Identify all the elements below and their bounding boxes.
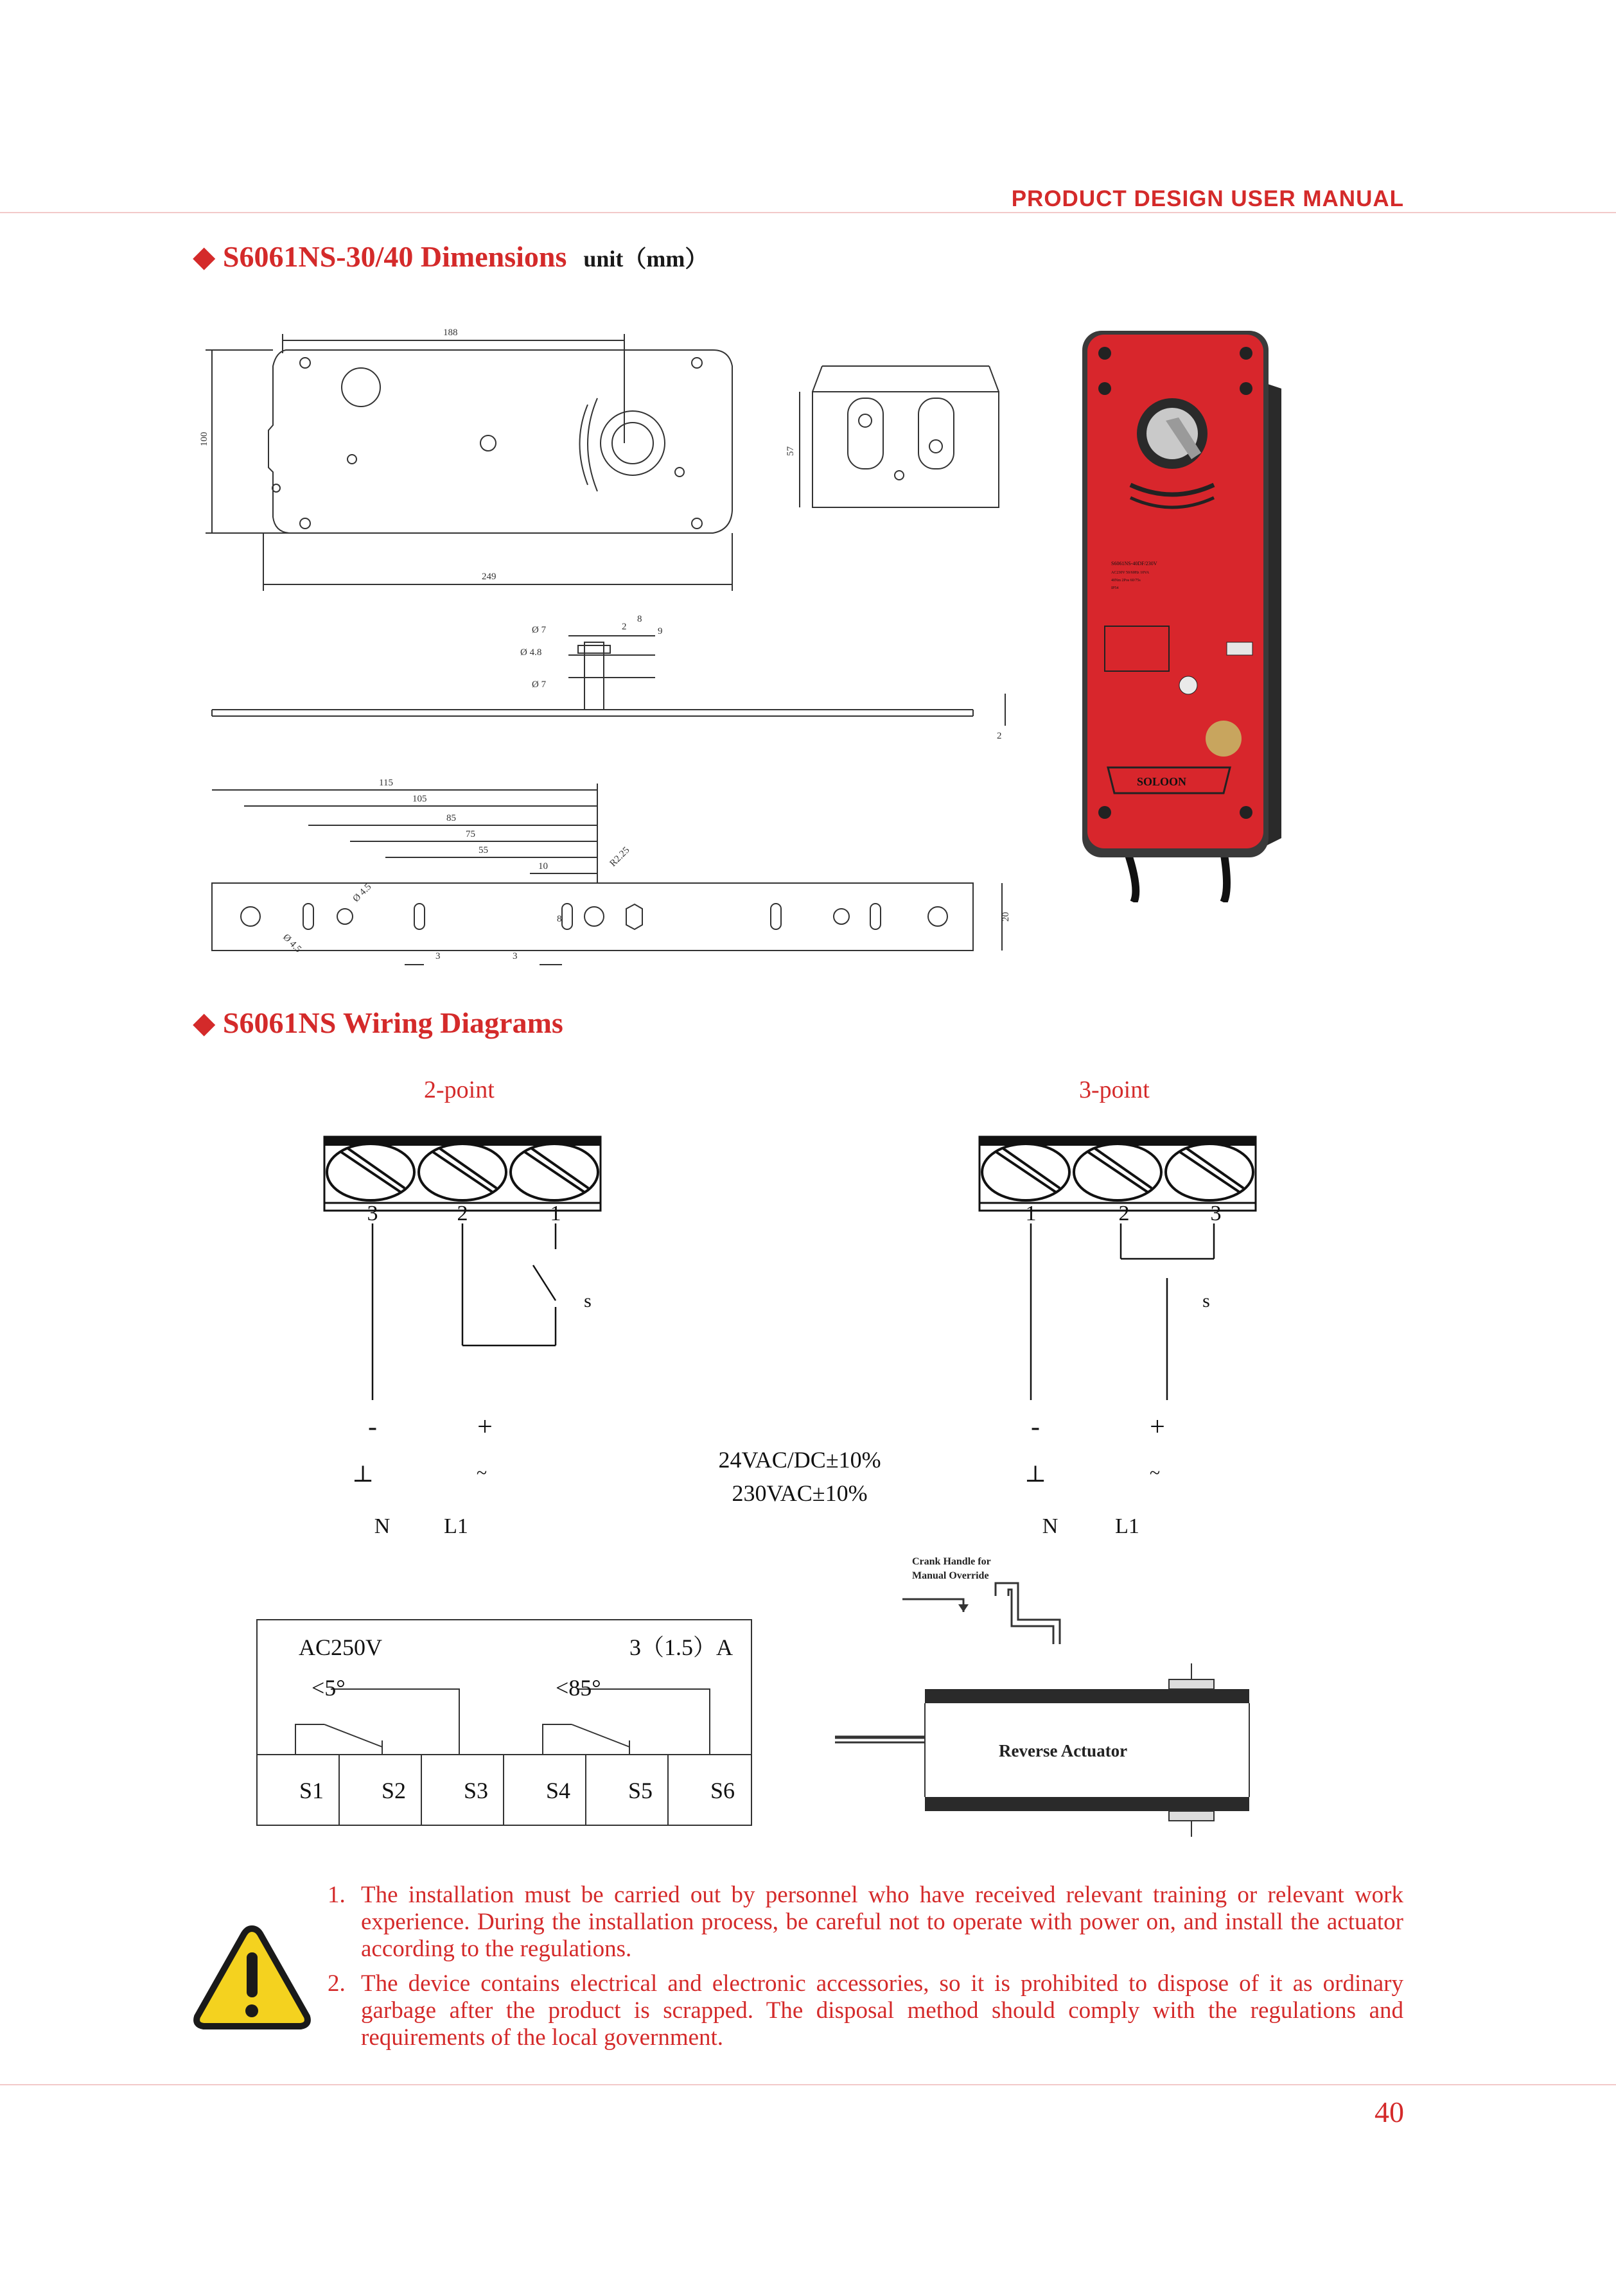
- aux-terminal-s6: S6: [710, 1778, 735, 1803]
- note-2-number: 2.: [328, 1970, 346, 1997]
- aux-angle-85: <85°: [556, 1675, 601, 1701]
- page-number: 40: [1374, 2096, 1404, 2128]
- dim-115: 115: [379, 778, 393, 788]
- dim-55: 55: [479, 845, 488, 855]
- dim-phi48: Ø 4.8: [520, 647, 542, 658]
- crank-label-line2: Manual Override: [912, 1570, 989, 1581]
- three-point-ground: ⊥: [1024, 1461, 1046, 1487]
- side-view-outline: [812, 392, 999, 507]
- svg-text:IP54: IP54: [1111, 586, 1119, 590]
- actuator-top-bar: [925, 1689, 1249, 1703]
- indicator-window: [1206, 721, 1242, 757]
- dimensions-unit: unit（mm）: [583, 246, 708, 272]
- three-point-terminal-2: 2: [1118, 1202, 1130, 1225]
- base-plate-outline: [268, 350, 732, 533]
- dim-v2: 2: [622, 622, 627, 632]
- actuator-bottom-bar: [925, 1797, 1249, 1811]
- shaft-clamp: [601, 411, 665, 475]
- dimension-drawings: [193, 315, 1092, 983]
- manual-header-title: PRODUCT DESIGN USER MANUAL: [1011, 186, 1404, 211]
- diamond-bullet-icon: ◆: [193, 240, 216, 273]
- note-2: [328, 1970, 1403, 2051]
- two-point-terminal-block: [324, 1137, 601, 1211]
- crank-bar-outline: [212, 883, 973, 951]
- svg-text:AC230V 50/60Hz 10VA: AC230V 50/60Hz 10VA: [1111, 571, 1150, 575]
- dim-249: 249: [482, 572, 496, 582]
- three-point-minus: -: [1031, 1412, 1040, 1442]
- two-point-switch-label: s: [584, 1290, 592, 1311]
- dimensions-heading-text: S6061NS-30/40 Dimensions: [222, 240, 567, 273]
- dim-188: 188: [443, 328, 458, 338]
- dim-r225: R2.25: [608, 845, 632, 869]
- note-2-text: The device contains electrical and electronic accessories, so it is prohibited to dispose of it as ordinary garbage after the product is scrapped. The disposal method should comply with the regulations and requirements of the local government.: [361, 1970, 1403, 2051]
- installation-notes: [328, 1882, 1403, 2059]
- supply-24v: 24VAC/DC±10%: [718, 1447, 881, 1473]
- actuator-product-image: [1069, 324, 1301, 902]
- three-point-title: 3-point: [1079, 1076, 1150, 1103]
- three-point-terminal-block: [979, 1137, 1256, 1211]
- three-point-tilde: ~: [1149, 1462, 1161, 1484]
- dimensions-heading: [193, 239, 708, 274]
- dim-8: 8: [557, 914, 562, 924]
- two-point-l1: L1: [444, 1514, 468, 1538]
- dim-85: 85: [446, 813, 456, 823]
- dim-100: 100: [199, 432, 209, 446]
- two-point-tilde: ~: [476, 1462, 487, 1484]
- aux-terminal-s2: S2: [381, 1778, 407, 1803]
- footer-rule: [0, 2084, 1616, 2085]
- aux-terminal-s1: S1: [299, 1778, 324, 1803]
- three-point-terminal-3: 3: [1210, 1202, 1222, 1225]
- two-point-n: N: [374, 1514, 391, 1538]
- svg-text:40Nm 2Pos 60/75s: 40Nm 2Pos 60/75s: [1111, 579, 1141, 583]
- dim-20: 20: [1001, 912, 1011, 922]
- reverse-actuator-diagram: [822, 1548, 1310, 1869]
- crank-label-line1: Crank Handle for: [912, 1556, 991, 1567]
- dim-phi45b: Ø 4.5: [281, 932, 304, 955]
- aux-angle-5: <5°: [312, 1675, 346, 1701]
- aux-voltage: AC250V: [299, 1634, 383, 1660]
- reverse-actuator-label: Reverse Actuator: [999, 1741, 1128, 1760]
- note-1: [328, 1882, 1403, 1963]
- two-point-terminal-3: 3: [367, 1202, 378, 1225]
- dim-v2b: 2: [997, 731, 1002, 741]
- aux-terminal-s5: S5: [628, 1778, 653, 1803]
- note-1-text: The installation must be carried out by personnel who have received relevant training or relevant work experience. During the installation process, be careful not to operate with power on, and install the actuator according to the regulations.: [361, 1882, 1403, 1962]
- dim-phi7a: Ø 7: [532, 625, 547, 635]
- two-point-title: 2-point: [424, 1076, 495, 1103]
- product-model-label: S6061NS-40DF/230V: [1111, 561, 1157, 566]
- two-point-plus: +: [477, 1412, 493, 1442]
- header-rule: [0, 212, 1616, 213]
- three-point-switch-label: s: [1202, 1290, 1210, 1311]
- dim-105: 105: [412, 794, 427, 804]
- three-point-n: N: [1042, 1514, 1058, 1538]
- two-point-minus: -: [368, 1412, 377, 1442]
- mounting-hole: [342, 368, 380, 407]
- dim-phi45: Ø 4.5: [351, 881, 374, 904]
- dim-v8: 8: [637, 614, 642, 624]
- wiring-heading: [193, 1005, 563, 1040]
- dim-v9: 9: [658, 626, 663, 636]
- dim-75: 75: [466, 829, 475, 839]
- dim-phi7b: Ø 7: [532, 679, 547, 690]
- three-point-plus: +: [1150, 1412, 1165, 1442]
- warning-triangle-icon: [193, 1924, 312, 2029]
- three-point-l1: L1: [1115, 1514, 1139, 1538]
- diamond-bullet-icon: ◆: [193, 1006, 216, 1039]
- note-1-number: 1.: [328, 1882, 346, 1908]
- aux-terminal-s3: S3: [463, 1778, 489, 1803]
- aux-terminal-s4: S4: [545, 1778, 571, 1803]
- wiring-diagrams: [308, 1127, 1291, 1551]
- aux-current: 3（1.5）A: [629, 1634, 733, 1660]
- two-point-terminal-1: 1: [550, 1202, 561, 1225]
- brand-logo: SOLOON: [1137, 775, 1187, 788]
- two-point-ground: ⊥: [352, 1461, 374, 1487]
- three-point-terminal-1: 1: [1025, 1202, 1037, 1225]
- dim-3b: 3: [513, 951, 518, 961]
- supply-230v: 230VAC±10%: [732, 1480, 868, 1506]
- dim-3a: 3: [435, 951, 441, 961]
- wiring-heading-text: S6061NS Wiring Diagrams: [222, 1006, 563, 1039]
- aux-switch-diagram: [254, 1612, 755, 1830]
- dim-10: 10: [538, 861, 548, 872]
- two-point-terminal-2: 2: [457, 1202, 468, 1225]
- dim-57: 57: [786, 446, 796, 456]
